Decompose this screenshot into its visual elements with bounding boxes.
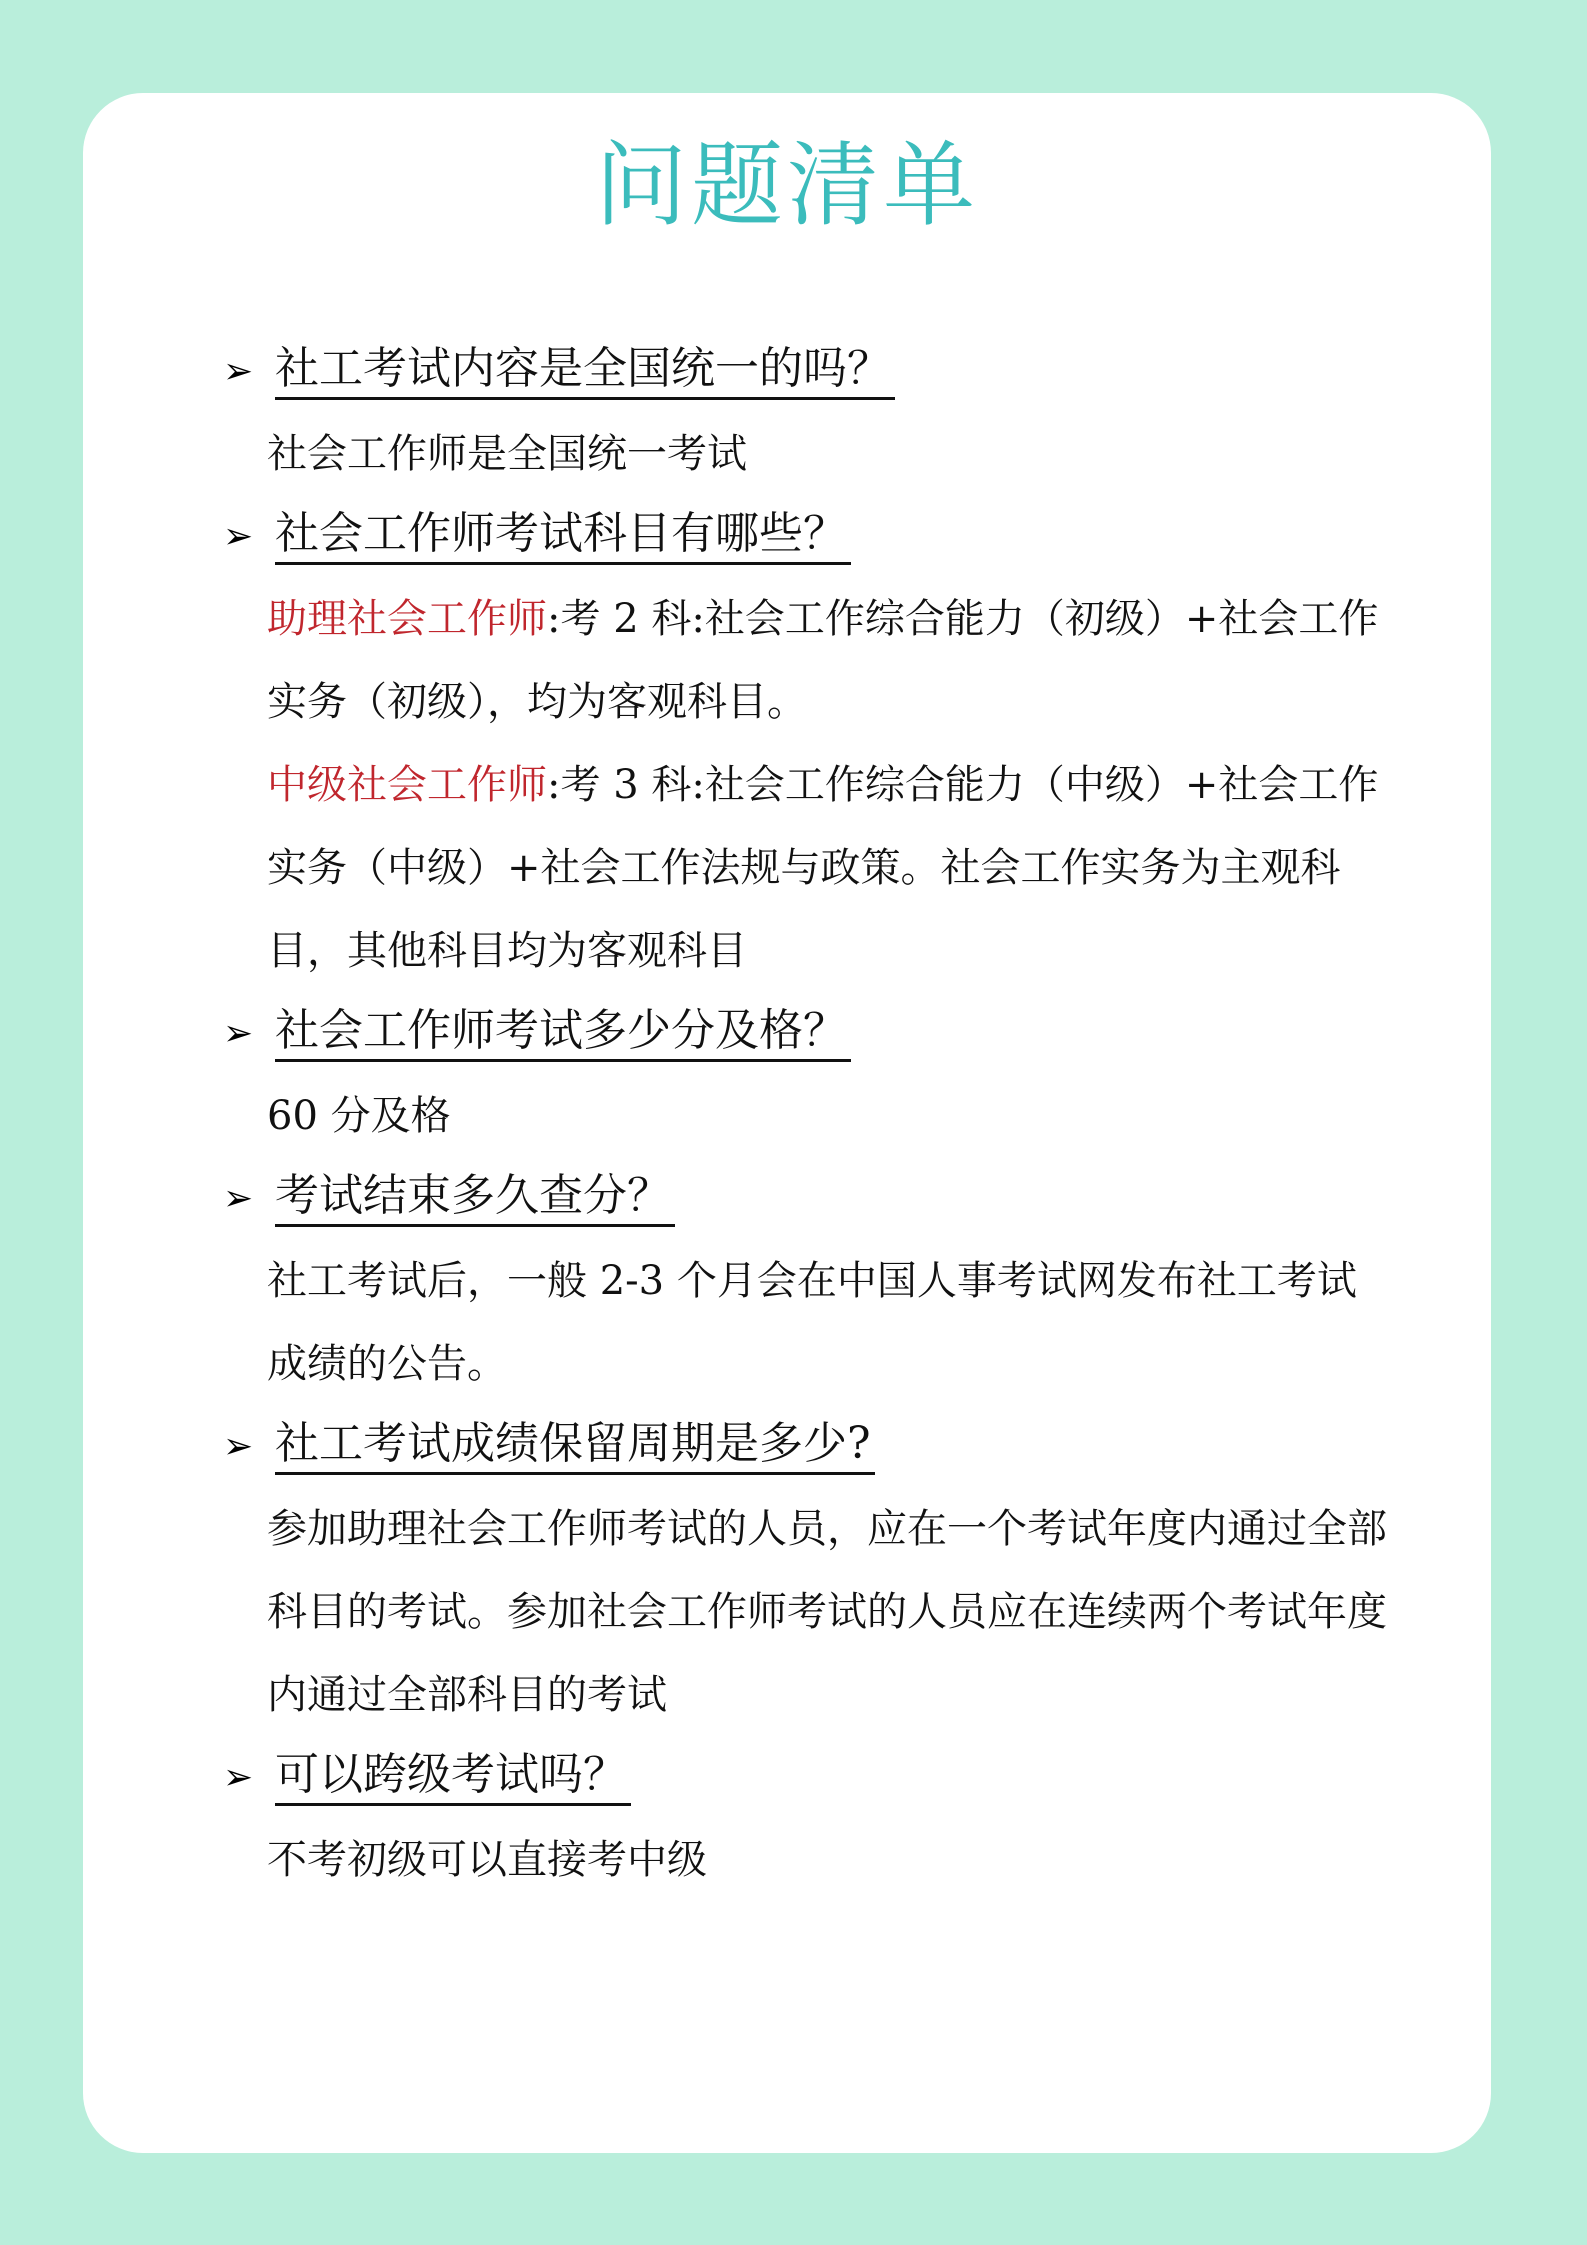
answer-3 (267, 1075, 1387, 1158)
answer-text: 60 分及格 (267, 1093, 451, 1139)
question-3 (223, 993, 1393, 1075)
question-text: 考试结束多久查分？ (275, 1171, 675, 1227)
arrow-bullet-icon: ➢ (223, 516, 254, 557)
question-text: 社工考试内容是全国统一的吗？ (275, 344, 895, 400)
question-1 (223, 331, 1393, 413)
question-4 (223, 1158, 1393, 1240)
answer-text: 参加助理社会工作师考试的人员，应在一个考试年度内通过全部科目的考试。参加社会工作师考试的人员应在连续两个考试年度内通过全部科目的考试 (267, 1506, 1387, 1718)
arrow-bullet-icon: ➢ (223, 1426, 254, 1467)
arrow-bullet-icon: ➢ (223, 351, 254, 392)
answer-text: 不考初级可以直接考中级 (267, 1837, 707, 1883)
question-6 (223, 1737, 1393, 1819)
answer-5 (267, 1488, 1387, 1737)
answer-1 (267, 413, 1387, 496)
question-2 (223, 496, 1393, 578)
answer-text: 社会工作师是全国统一考试 (267, 431, 747, 477)
question-text: 可以跨级考试吗？ (275, 1750, 631, 1806)
answer-text: :考 2 科:社会工作综合能力（初级）+社会工作实务（初级），均为客观科目。 (267, 596, 1379, 725)
question-5 (223, 1406, 1393, 1488)
question-text: 社会工作师考试多少分及格？ (275, 1006, 851, 1062)
question-text: 社工考试成绩保留周期是多少? (275, 1419, 875, 1475)
highlight-label: 中级社会工作师 (267, 762, 547, 808)
arrow-bullet-icon: ➢ (223, 1757, 254, 1798)
content-card (83, 93, 1491, 2153)
answer-4 (267, 1240, 1387, 1406)
question-text: 社会工作师考试科目有哪些？ (275, 509, 851, 565)
answer-paragraph (267, 744, 1387, 993)
answer-paragraph (267, 578, 1387, 744)
answer-text: 社工考试后，一般 2-3 个月会在中国人事考试网发布社工考试成绩的公告。 (267, 1258, 1357, 1387)
highlight-label: 助理社会工作师 (267, 596, 547, 642)
answer-text: :考 3 科:社会工作综合能力（中级）+社会工作实务（中级）+社会工作法规与政策。社会工作实务为主观科目，其他科目均为客观科目 (267, 762, 1379, 974)
qa-list (223, 331, 1393, 1902)
arrow-bullet-icon: ➢ (223, 1013, 254, 1054)
arrow-bullet-icon: ➢ (223, 1178, 254, 1219)
answer-2 (267, 578, 1387, 993)
answer-6 (267, 1819, 1387, 1902)
page-title: 问题清单 (594, 132, 979, 239)
